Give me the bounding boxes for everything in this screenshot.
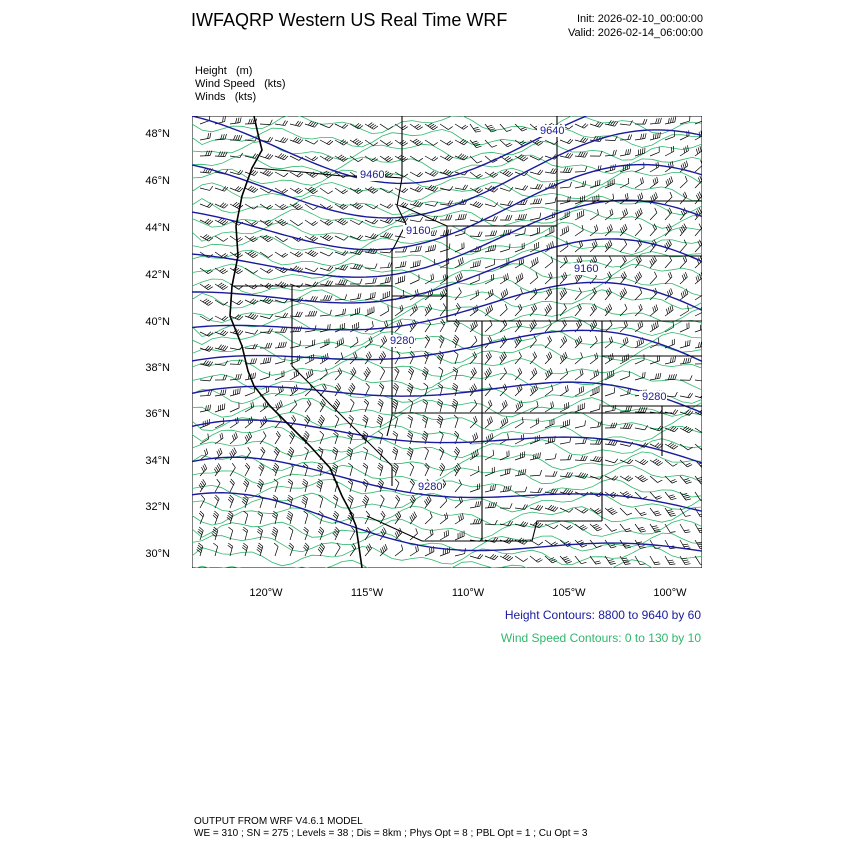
map-title: IWFAQRP Western US Real Time WRF (191, 10, 508, 30)
contour-label: 9160 (574, 263, 599, 275)
contour-label: 9280 (390, 335, 415, 347)
field-label-height: Height (m) (195, 65, 253, 77)
map-panel (192, 116, 702, 568)
footer-model: OUTPUT FROM WRF V4.6.1 MODEL (194, 816, 363, 827)
lat-label-30: 30°N (145, 548, 170, 560)
wind-contour-note: Wind Speed Contours: 0 to 130 by 10 (500, 631, 701, 645)
init-time: Init: 2026-02-10_00:00:00 (577, 13, 703, 25)
lat-label-48: 48°N (145, 128, 170, 140)
field-label-wind-speed: Wind Speed (kts) (195, 78, 286, 90)
lon-label-110: 110°W (451, 587, 485, 599)
lat-label-32: 32°N (145, 501, 170, 513)
valid-time: Valid: 2026-02-14_06:00:00 (568, 27, 703, 39)
lat-label-34: 34°N (145, 455, 170, 467)
contour-label: 9160 (406, 225, 431, 237)
lon-label-100: 100°W (653, 587, 687, 599)
contour-label: 9460 (360, 169, 385, 181)
lon-label-105: 105°W (552, 587, 586, 599)
contour-label: 9280 (642, 391, 667, 403)
contour-label: 9280 (418, 481, 443, 493)
lat-label-42: 42°N (145, 269, 170, 281)
lat-label-46: 46°N (145, 175, 170, 187)
lon-label-115: 115°W (350, 587, 384, 599)
lat-label-36: 36°N (145, 408, 170, 420)
height-contour-note: Height Contours: 8800 to 9640 by 60 (504, 608, 701, 622)
footer-config: WE = 310 ; SN = 275 ; Levels = 38 ; Dis = 8km ; Phys Opt = 8 ; PBL Opt = 1 ; Cu Opt = 3 (194, 828, 588, 839)
contour-label: 9640 (540, 125, 565, 137)
field-label-winds: Winds (kts) (195, 91, 257, 103)
lat-label-44: 44°N (145, 222, 170, 234)
lon-label-120: 120°W (249, 587, 283, 599)
lat-label-40: 40°N (145, 316, 170, 328)
lat-label-38: 38°N (145, 362, 170, 374)
